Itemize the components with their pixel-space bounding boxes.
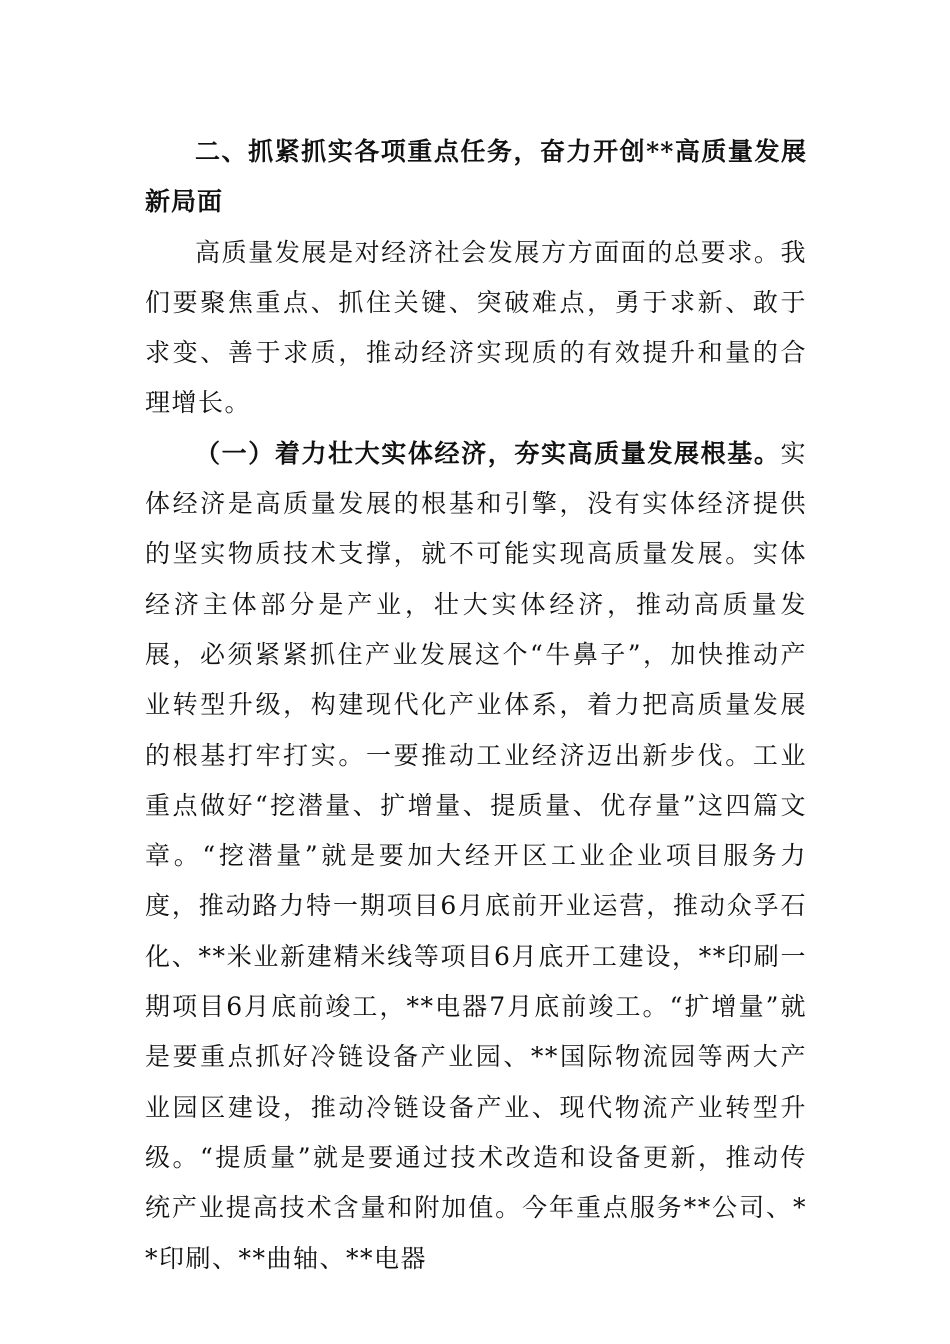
intro-paragraph: 高质量发展是对经济社会发展方方面面的总要求。我们要聚焦重点、抓住关键、突破难点，勇于求新、敢于求变、善于求质，推动经济实现质的有效提升和量的合理增长。 [145, 237, 807, 418]
section-heading: 二、抓紧抓实各项重点任务，奋力开创**高质量发展新局面 [145, 137, 807, 217]
subsection-lead: （一）着力壮大实体经济，夯实高质量发展根基。 [195, 438, 781, 468]
subsection-body: 实体经济是高质量发展的根基和引擎，没有实体经济提供的坚实物质技术支撑，就不可能实现高质量发展。实体经济主体部分是产业，壮大实体经济，推动高质量发展，必须紧紧抓住产业发展这个“牛鼻子”，加快推动产业转型升级，构建现代化产业体系，着力把高质量发展的根基打牢打实。一要推动工业经济迈出新步伐。工业重点做好“挖潜量、扩增量、提质量、优存量”这四篇文章。“挖潜量”就是要加大经开区工业企业项目服务力度，推动路力特一期项目6月底前开业运营，推动众孚石化、**米业新建精米线等项目6月底开工建设，**印刷一期项目6月底前竣工，**电器7月底前竣工。“扩增量”就是要重点抓好冷链设备产业园、**国际物流园等两大产业园区建设，推动冷链设备产业、现代物流产业转型升级。“提质量”就是要通过技术改造和设备更新，推动传统产业提高技术含量和附加值。今年重点服务**公司、**印刷、**曲轴、**电器 [145, 438, 807, 1273]
subsection-paragraph [145, 429, 807, 1284]
document-page [145, 127, 807, 1284]
